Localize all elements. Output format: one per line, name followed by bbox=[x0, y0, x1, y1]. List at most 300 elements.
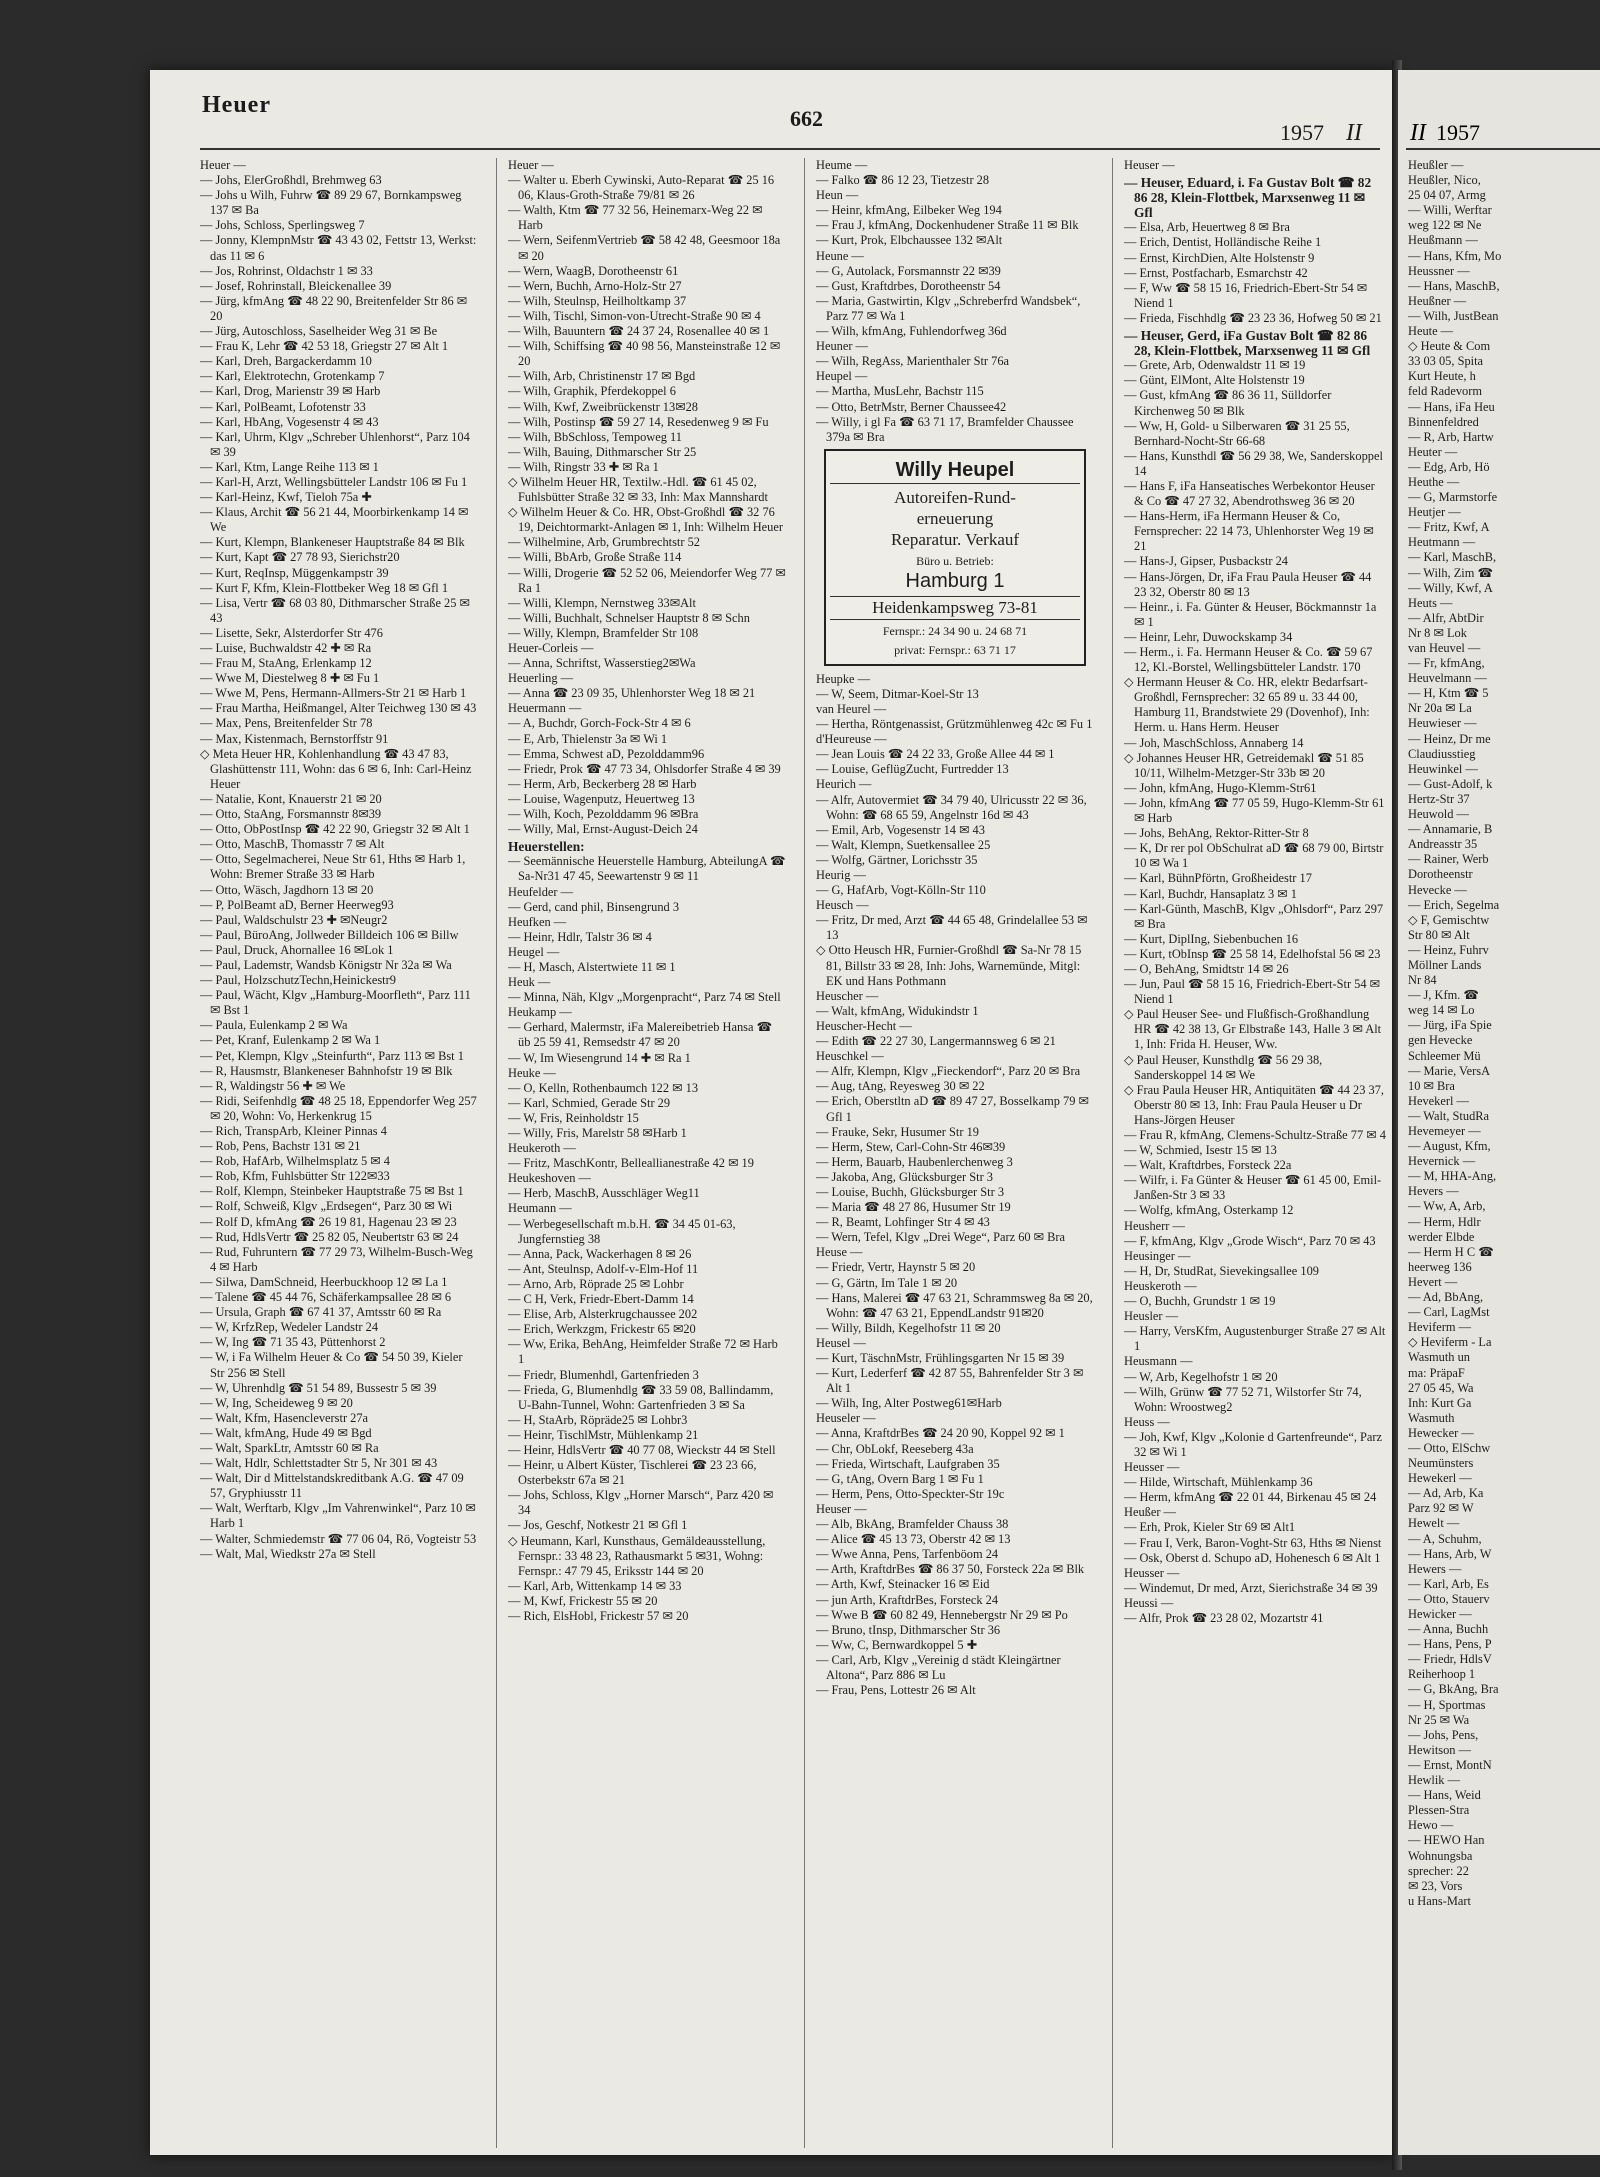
directory-entry: — Rob, HafArb, Wilhelmsplatz 5 ✉ 4 bbox=[200, 1154, 390, 1169]
directory-entry: — Alfr, Prok ☎ 23 28 02, Mozartstr 41 bbox=[1124, 1611, 1324, 1625]
directory-entry: — Erich, Werkzgm, Frickestr 65 ✉20 bbox=[508, 1322, 696, 1337]
directory-entry: Heume — bbox=[816, 158, 868, 172]
directory-entry: — Anna, Pack, Wackerhagen 8 ✉ 26 bbox=[508, 1246, 692, 1261]
directory-entry: Parz 92 ✉ W bbox=[1408, 1501, 1474, 1516]
facing-page-volume: II bbox=[1410, 120, 1426, 146]
directory-entry: — Karl, HbAng, Vogesenstr 4 ✉ 43 bbox=[200, 414, 379, 429]
directory-entry: — Walt, Mal, Wiedkstr 27a ✉ Stell bbox=[200, 1546, 376, 1561]
directory-entry: — Otto, ObPostInsp ☎ 42 22 90, Griegstr 32 ✉ Alt 1 bbox=[200, 822, 470, 837]
directory-entry: — Walt, Kraftdrbes, Forsteck 22a bbox=[1124, 1158, 1292, 1173]
directory-entry: Heurig — bbox=[816, 868, 866, 882]
directory-entry: — Hans, MaschB, bbox=[1408, 278, 1500, 293]
column-1 bbox=[200, 158, 478, 2148]
directory-entry: Hewelt — bbox=[1408, 1516, 1460, 1531]
directory-entry: — Willi, Drogerie ☎ 52 52 06, Meiendorfer Weg 77 ✉ Ra 1 bbox=[508, 565, 786, 595]
directory-entry: Heuts — bbox=[1408, 595, 1453, 610]
directory-entry: — Anna, KraftdrBes ☎ 24 20 90, Koppel 92 ✉ 1 bbox=[816, 1426, 1065, 1441]
directory-entry: — Willi, BbArb, Große Straße 114 bbox=[508, 550, 682, 565]
directory-entry: Hewers — bbox=[1408, 1561, 1462, 1576]
directory-entry: — R, Beamt, Lohfinger Str 4 ✉ 43 bbox=[816, 1215, 990, 1230]
directory-entry: — Wern, Tefel, Klgv „Drei Wege“, Parz 60 ✉ Bra bbox=[816, 1230, 1066, 1245]
directory-entry: — Talene ☎ 45 44 76, Schäferkampsallee 28 ✉ 6 bbox=[200, 1290, 452, 1305]
directory-entry: — Paul, Waldschulstr 23 ✚ ✉Neugr2 bbox=[200, 912, 388, 927]
directory-entry: — G, HafArb, Vogt-Kölln-Str 110 bbox=[816, 883, 986, 898]
directory-entry: — Walt, Hdlr, Schlettstadter Str 5, Nr 301 ✉ 43 bbox=[200, 1456, 438, 1471]
directory-entry: — Carl, Arb, Klgv „Vereinig d städt Kleingärtner Altona“, Parz 886 ✉ Lu bbox=[816, 1652, 1061, 1682]
directory-entry: ◇ Frau Paula Heuser HR, Antiquitäten ☎ 44 23 37, Oberstr 80 ✉ 13, Inh: Frau Paula Heuser u Dr Hans-Jörgen Heuser bbox=[1124, 1082, 1385, 1127]
directory-entry: — Karl-Heinz, Kwf, Tieloh 75a ✚ bbox=[200, 490, 372, 505]
directory-entry: — Falko ☎ 86 12 23, Tietzestr 28 bbox=[816, 173, 990, 188]
directory-entry: — Wilh, Steulnsp, Heilholtkamp 37 bbox=[508, 293, 687, 308]
directory-entry: — Louise, Buchh, Glücksburger Str 3 bbox=[816, 1184, 1005, 1199]
directory-entry: — G, BkAng, Bra bbox=[1408, 1682, 1499, 1697]
directory-entry: — Karl, BühnPförtn, Großheidestr 17 bbox=[1124, 871, 1312, 886]
directory-entry: Möllner Lands bbox=[1408, 957, 1482, 972]
directory-entry: — Otto, MaschB, Thomasstr 7 ✉ Alt bbox=[200, 837, 385, 852]
directory-entry: Heutmann — bbox=[1408, 535, 1476, 550]
directory-entry: ◇ Paul Heuser, Kunsthdlg ☎ 56 29 38, Sanderskoppel 14 ✉ We bbox=[1124, 1052, 1323, 1082]
column-3-top bbox=[816, 158, 1094, 445]
directory-entry: — Paul, Wächt, Klgv „Hamburg-Moorfleth“, Parz 111 ✉ Bst 1 bbox=[200, 988, 471, 1018]
directory-entry: Andreasstr 35 bbox=[1408, 837, 1478, 852]
directory-entry: — Frau J, kfmAng, Dockenhudener Straße 11 ✉ Blk bbox=[816, 218, 1079, 233]
directory-entry: — H, Sportmas bbox=[1408, 1697, 1486, 1712]
directory-entry: — A, Schuhm, bbox=[1408, 1531, 1482, 1546]
header-rule bbox=[200, 148, 1380, 150]
directory-entry: d'Heureuse — bbox=[816, 732, 887, 747]
directory-entry: Inh: Kurt Ga bbox=[1408, 1395, 1472, 1410]
directory-entry: Heuvelmann — bbox=[1408, 671, 1487, 686]
directory-entry: Heuer-Corleis — bbox=[508, 641, 594, 655]
directory-entry: ◇ Wilhelm Heuer & Co. HR, Obst-Großhdl ☎ 32 76 19, Deichtormarkt-Anlagen ✉ 1, Inh: Wilhelm Heuer bbox=[508, 505, 783, 535]
directory-entry: — Kurt, Kapt ☎ 27 78 93, Sierichstr20 bbox=[200, 550, 400, 565]
directory-entry: — Friedr, Vertr, Haynstr 5 ✉ 20 bbox=[816, 1260, 976, 1275]
directory-entry: ◇ Heumann, Karl, Kunsthaus, Gemäldeausstellung, Fernspr.: 33 48 23, Rathausmarkt 5 ✉31, Wohng: Fernspr.: 47 79 45, Eriksstr 144 ✉ 20 bbox=[508, 1533, 766, 1578]
directory-entry: — Hans, Arb, W bbox=[1408, 1546, 1492, 1561]
directory-entry: — Wilh, kfmAng, Fuhlendorfweg 36d bbox=[816, 324, 1007, 339]
directory-entry: — Alice ☎ 45 13 73, Oberstr 42 ✉ 13 bbox=[816, 1532, 1011, 1547]
directory-entry: — Hans-J, Gipser, Pusbackstr 24 bbox=[1124, 554, 1289, 569]
directory-entry: — Annamarie, B bbox=[1408, 822, 1493, 837]
directory-entry: — Josef, Rohrinstall, Bleickenallee 39 bbox=[200, 278, 392, 293]
directory-entry: — Otto, Segelmacherei, Neue Str 61, Hths ✉ Harb 1, Wohn: Bremer Straße 33 ✉ Harb bbox=[200, 852, 466, 882]
directory-entry: — Wwe M, Pens, Hermann-Allmers-Str 21 ✉ Harb 1 bbox=[200, 686, 467, 701]
directory-entry: — Minna, Näh, Klgv „Morgenpracht“, Parz 74 ✉ Stell bbox=[508, 990, 781, 1005]
directory-entry: Heusmann — bbox=[1124, 1354, 1193, 1369]
directory-entry: — Rich, TranspArb, Kleiner Pinnas 4 bbox=[200, 1124, 387, 1138]
directory-entry: — Wilh, Koch, Pezolddamm 96 ✉Bra bbox=[508, 807, 699, 822]
directory-entry: — W, KrfzRep, Wedeler Landstr 24 bbox=[200, 1320, 379, 1335]
directory-entry: — Kurt, TäschnMstr, Frühlingsgarten Nr 15 ✉ 39 bbox=[816, 1351, 1065, 1365]
directory-entry: — Karl-Günth, MaschB, Klgv „Ohlsdorf“, Parz 297 ✉ Bra bbox=[1124, 901, 1384, 931]
directory-entry: — Wilh, JustBean bbox=[1408, 308, 1499, 323]
directory-entry: — Otto, ElSchw bbox=[1408, 1440, 1491, 1455]
directory-entry: — Walth, Ktm ☎ 77 32 56, Heinemarx-Weg 22 ✉ Harb bbox=[508, 203, 763, 233]
directory-entry: — Ant, Steulnsp, Adolf-v-Elm-Hof 11 bbox=[508, 1261, 699, 1276]
directory-entry: — Jos, Geschf, Notkestr 21 ✉ Gfl 1 bbox=[508, 1518, 688, 1533]
directory-entry: — Ad, Arb, Ka bbox=[1408, 1486, 1484, 1501]
column-divider bbox=[1112, 158, 1113, 2148]
directory-entry: Heuwinkel — bbox=[1408, 761, 1478, 776]
directory-entry: — Hans-Jörgen, Dr, iFa Frau Paula Heuser ☎ 44 23 32, Oberstr 80 ✉ 13 bbox=[1124, 569, 1372, 599]
directory-entry: — Heinr, kfmAng, Eilbeker Weg 194 bbox=[816, 203, 1002, 218]
directory-entry: — Alb, BkAng, Bramfelder Chauss 38 bbox=[816, 1517, 1009, 1532]
directory-entry: Heufken — bbox=[508, 914, 567, 929]
directory-entry: — Anna ☎ 23 09 35, Uhlenhorster Weg 18 ✉ 21 bbox=[508, 686, 756, 701]
directory-entry: — Walt, Kfm, Hasencleverstr 27a bbox=[200, 1410, 369, 1425]
directory-entry: Heuk — bbox=[508, 975, 551, 990]
directory-entry: ◇ Heviferm - La bbox=[1408, 1335, 1492, 1350]
directory-entry: — Lisa, Vertr ☎ 68 03 80, Dithmarscher Straße 25 ✉ 43 bbox=[200, 595, 470, 625]
directory-entry: Heusler — bbox=[1124, 1309, 1179, 1324]
directory-entry: — Paul, BüroAng, Jollweder Billdeich 106 ✉ Billw bbox=[200, 927, 459, 942]
directory-entry: — Kurt, ReqInsp, Müggenkampstr 39 bbox=[200, 565, 389, 580]
directory-entry: Heutjer — bbox=[1408, 505, 1461, 520]
directory-entry: — John, kfmAng, Hugo-Klemm-Str61 bbox=[1124, 780, 1317, 795]
directory-entry: — Ursula, Graph ☎ 67 41 37, Amtsstr 60 ✉ Ra bbox=[200, 1305, 442, 1320]
directory-entry: Heupel — bbox=[816, 369, 868, 384]
directory-entry: — Hilde, Wirtschaft, Mühlenkamp 36 bbox=[1124, 1475, 1313, 1490]
directory-entry: — Hans, Pens, P bbox=[1408, 1637, 1492, 1652]
directory-entry: Heviferm — bbox=[1408, 1320, 1471, 1335]
directory-entry: Hevecke — bbox=[1408, 882, 1467, 897]
directory-entry: — M, Kwf, Frickestr 55 ✉ 20 bbox=[508, 1593, 658, 1608]
directory-entry: — Frau M, StaAng, Erlenkamp 12 bbox=[200, 656, 372, 671]
directory-entry: — A, Buchdr, Gorch-Fock-Str 4 ✉ 6 bbox=[508, 716, 691, 731]
directory-entry: 25 04 07, Armg bbox=[1408, 188, 1486, 203]
column-3 bbox=[816, 158, 1094, 2148]
directory-entry: — Pet, Klempn, Klgv „Steinfurth“, Parz 113 ✉ Bst 1 bbox=[200, 1048, 464, 1063]
directory-entry: — Frieda, Fischhdlg ☎ 23 23 36, Hofweg 50 ✉ 21 bbox=[1124, 310, 1382, 325]
directory-entry: — Wilh, Postinsp ☎ 59 27 14, Resedenweg 9 ✉ Fu bbox=[508, 414, 769, 429]
directory-entry: — Wilh, Ing, Alter Postweg61✉Harb bbox=[816, 1396, 1002, 1411]
directory-entry: — Rolf, Klempn, Steinbeker Hauptstraße 75 ✉ Bst 1 bbox=[200, 1184, 464, 1199]
directory-entry: — Wilfr, i. Fa Günter & Heuser ☎ 61 45 00, Emil-Janßen-Str 3 ✉ 33 bbox=[1124, 1173, 1382, 1203]
directory-entry: — Heinr., i. Fa. Günter & Heuser, Böckmannstr 1a ✉ 1 bbox=[1124, 599, 1377, 629]
directory-entry: ◇ Otto Heusch HR, Furnier-Großhdl ☎ Sa-Nr 78 15 81, Billstr 33 ✉ 28, Inh: Johs, Warnemünde, Mitgl: EK und Hans Pothmann bbox=[816, 943, 1082, 988]
directory-entry: Hertz-Str 37 bbox=[1408, 791, 1470, 806]
directory-entry: Wasmuth un bbox=[1408, 1350, 1470, 1365]
directory-entry: Heuer — bbox=[200, 158, 246, 172]
directory-entry: — Karl, PolBeamt, Lofotenstr 33 bbox=[200, 399, 366, 414]
directory-entry: Heuwold — bbox=[1408, 807, 1469, 822]
directory-entry: — Otto, BetrMstr, Berner Chaussee42 bbox=[816, 399, 1007, 414]
directory-entry: — Elsa, Arb, Heuertweg 8 ✉ Bra bbox=[1124, 220, 1290, 235]
directory-entry: — Karl, Drog, Marienstr 39 ✉ Harb bbox=[200, 384, 381, 399]
directory-entry: Hewlik — bbox=[1408, 1773, 1460, 1788]
directory-entry: — Louise, GeflügZucht, Furtredder 13 bbox=[816, 762, 1009, 777]
directory-entry: 33 03 05, Spita bbox=[1408, 354, 1484, 369]
directory-entry: — Johs, Pens, bbox=[1408, 1727, 1479, 1742]
directory-entry: — Edg, Arb, Hö bbox=[1408, 459, 1490, 474]
directory-entry: Heuseler — bbox=[816, 1411, 876, 1426]
directory-entry: Heun — bbox=[816, 188, 859, 203]
directory-entry: — Wilh, Bauuntern ☎ 24 37 24, Rosenallee 40 ✉ 1 bbox=[508, 324, 770, 339]
directory-entry: — Wilh, Kwf, Zweibrückenstr 13✉28 bbox=[508, 399, 698, 414]
directory-entry: — Herm H C ☎ bbox=[1408, 1244, 1494, 1259]
ad-phone: Fernspr.: 24 34 90 u. 24 68 71 bbox=[882, 623, 1028, 638]
directory-entry: — Natalie, Kont, Knauerstr 21 ✉ 20 bbox=[200, 791, 382, 806]
directory-entry: — Erich, Segelma bbox=[1408, 897, 1500, 912]
directory-entry: ✉ 23, Vors bbox=[1408, 1878, 1463, 1893]
directory-entry: — Anna, Buchh bbox=[1408, 1622, 1489, 1637]
directory-entry: Heuermann — bbox=[508, 701, 582, 716]
directory-entry: — Frieda, Wirtschaft, Laufgraben 35 bbox=[816, 1456, 1000, 1471]
directory-entry: — Johs, ElerGroßhdl, Brehmweg 63 bbox=[200, 173, 382, 188]
directory-entry: — G, Gärtn, Im Tale 1 ✉ 20 bbox=[816, 1275, 958, 1290]
directory-entry: — Heinr, HdlsVertr ☎ 40 77 08, Wieckstr 44 ✉ Stell bbox=[508, 1442, 776, 1457]
directory-entry: — Karl, Dreh, Bargackerdamm 10 bbox=[200, 354, 372, 369]
page-volume: II bbox=[1346, 120, 1362, 146]
directory-entry: — Frau I, Verk, Baron-Voght-Str 63, Hths ✉ Nienst bbox=[1124, 1535, 1382, 1550]
directory-entry: — Ww, A, Arb, bbox=[1408, 1199, 1486, 1214]
directory-entry: Heuser — bbox=[816, 1501, 867, 1516]
directory-entry: heerweg 136 bbox=[1408, 1259, 1472, 1274]
directory-entry: — Karl-H, Arzt, Wellingsbütteler Landstr 106 ✉ Fu 1 bbox=[200, 474, 468, 489]
facing-page-column bbox=[1408, 158, 1600, 2148]
directory-entry: — Wwe Anna, Pens, Tarfenböom 24 bbox=[816, 1547, 999, 1562]
directory-entry: — Max, Pens, Breitenfelder Str 78 bbox=[200, 716, 373, 731]
directory-entry: — Friedr, Blumenhdl, Gartenfrieden 3 bbox=[508, 1367, 699, 1382]
directory-entry: — Kurt F, Kfm, Klein-Flottbeker Weg 18 ✉ Gfl 1 bbox=[200, 580, 449, 595]
directory-entry: — Walt, StudRa bbox=[1408, 1108, 1490, 1123]
directory-entry: werder Elbde bbox=[1408, 1229, 1475, 1244]
directory-entry: Hevers — bbox=[1408, 1184, 1459, 1199]
directory-entry: — Heinr, Lehr, Duwockskamp 34 bbox=[1124, 629, 1293, 644]
directory-entry: — Paul, HolzschutzTechn,Heinickestr9 bbox=[200, 973, 396, 988]
directory-entry: — Herm, Pens, Otto-Speckter-Str 19c bbox=[816, 1486, 1005, 1501]
directory-entry: — R, Hausmstr, Blankeneser Bahnhofstr 19 ✉ Blk bbox=[200, 1063, 453, 1078]
directory-entry: — Hans, Malerei ☎ 47 63 21, Schrammsweg 8a ✉ 20, Wohn: ☎ 47 63 21, EppendLandstr 91✉20 bbox=[816, 1290, 1093, 1320]
directory-entry: Nr 84 bbox=[1408, 973, 1437, 988]
directory-entry: — Karl, Elektrotechn, Grotenkamp 7 bbox=[200, 369, 385, 384]
directory-entry: ma: PräpaF bbox=[1408, 1365, 1465, 1380]
directory-entry: — O, Kelln, Rothenbaumch 122 ✉ 13 bbox=[508, 1080, 699, 1095]
directory-entry: Binnenfeldred bbox=[1408, 414, 1479, 429]
directory-entry: — Louise, Wagenputz, Heuertweg 13 bbox=[508, 791, 695, 806]
directory-entry: — Jonny, KlempnMstr ☎ 43 43 02, Fettstr 13, Werkst: das 11 ✉ 6 bbox=[200, 233, 477, 263]
directory-entry: — Arth, KraftdrBes ☎ 86 37 50, Forsteck 22a ✉ Blk bbox=[816, 1562, 1085, 1577]
directory-entry: — G, Autolack, Forsmannstr 22 ✉39 bbox=[816, 263, 1001, 278]
directory-entry: — Frauke, Sekr, Husumer Str 19 bbox=[816, 1124, 979, 1139]
directory-entry: sprecher: 22 bbox=[1408, 1863, 1469, 1878]
directory-entry: — John, kfmAng ☎ 77 05 59, Hugo-Klemm-Str 61 ✉ Harb bbox=[1124, 795, 1385, 826]
directory-entry: Heußer — bbox=[1124, 1505, 1176, 1520]
directory-entry: — G, Marmstorfe bbox=[1408, 490, 1498, 505]
directory-entry: — Wilh, BbSchloss, Tempoweg 11 bbox=[508, 429, 682, 444]
directory-entry: — Werbegesellschaft m.b.H. ☎ 34 45 01-63, Jungfernstieg 38 bbox=[508, 1216, 736, 1246]
directory-entry: Heußmann — bbox=[1408, 233, 1478, 248]
directory-entry: Wohnungsba bbox=[1408, 1848, 1473, 1863]
directory-entry: Heusser — bbox=[1124, 1565, 1180, 1580]
advertisement-box bbox=[824, 449, 1086, 666]
directory-entry: Plessen-Stra bbox=[1408, 1803, 1470, 1818]
directory-entry: Hewekerl — bbox=[1408, 1471, 1472, 1486]
directory-entry: — Jun, Paul ☎ 58 15 16, Friedrich-Ebert-Str 54 ✉ Niend 1 bbox=[1124, 977, 1381, 1007]
directory-entry: — August, Kfm, bbox=[1408, 1139, 1491, 1154]
directory-entry: — Erh, Prok, Kieler Str 69 ✉ Alt1 bbox=[1124, 1520, 1296, 1535]
directory-entry: — Max, Kistenmach, Bernstorffstr 91 bbox=[200, 731, 389, 746]
directory-entry: — W, Fris, Reinholdstr 15 bbox=[508, 1110, 639, 1125]
directory-entry: — Wilh, Bauing, Dithmarscher Str 25 bbox=[508, 444, 697, 459]
directory-entry: — Rainer, Werb bbox=[1408, 852, 1489, 867]
directory-entry: — Rob, Pens, Bachstr 131 ✉ 21 bbox=[200, 1139, 361, 1154]
directory-entry: — Gerhard, Malermstr, iFa Malereibetrieb Hansa ☎ üb 25 59 41, Remsedstr 47 ✉ 20 bbox=[508, 1020, 773, 1050]
directory-entry: — Willi, Klempn, Nernstweg 33✉Alt bbox=[508, 595, 696, 610]
directory-entry: — Herm, Hdlr bbox=[1408, 1214, 1481, 1229]
directory-entry: — Joh, MaschSchloss, Annaberg 14 bbox=[1124, 735, 1304, 750]
directory-entry: — Heinz, Dr me bbox=[1408, 731, 1491, 746]
directory-entry: ◇ Paul Heuser See- und Flußfisch-Großhandlung HR ☎ 42 38 13, Gr Elbstraße 143, Halle 3 ✉ Alt 1, Inh: Frida H. Heuser, Ww. bbox=[1124, 1007, 1382, 1052]
directory-entry: — Arth, Kwf, Steinacker 16 ✉ Eid bbox=[816, 1577, 990, 1592]
directory-entry: — W, Uhrenhdlg ☎ 51 54 89, Bussestr 5 ✉ 39 bbox=[200, 1380, 437, 1395]
directory-entry: — Wilh, Graphik, Pferdekoppel 6 bbox=[508, 384, 676, 399]
directory-entry: — Arno, Arb, Röprade 25 ✉ Lohbr bbox=[508, 1276, 684, 1291]
directory-entry: — Erich, Dentist, Holländische Reihe 1 bbox=[1124, 235, 1322, 250]
directory-entry: — Karl, MaschB, bbox=[1408, 550, 1497, 565]
directory-entry: — Wern, WaagB, Dorotheenstr 61 bbox=[508, 263, 679, 278]
column-divider bbox=[496, 158, 497, 2148]
directory-entry: Heute — bbox=[1408, 324, 1454, 339]
directory-entry: Heussner — bbox=[1408, 263, 1470, 278]
directory-entry: — Jürg, iFa Spie bbox=[1408, 1018, 1492, 1033]
directory-entry: — Paula, Eulenkamp 2 ✉ Wa bbox=[200, 1018, 348, 1033]
directory-entry: ◇ Johannes Heuser HR, Getreidemakl ☎ 51 85 10/11, Wilhelm-Metzger-Str 33b ✉ 20 bbox=[1124, 750, 1364, 780]
directory-entry: Hevekerl — bbox=[1408, 1093, 1469, 1108]
directory-entry: — Anna, Schriftst, Wasserstieg2✉Wa bbox=[508, 656, 696, 671]
directory-entry: — Paul, Druck, Ahornallee 16 ✉Lok 1 bbox=[200, 942, 394, 957]
directory-entry: — Willi, Buchhalt, Schnelser Hauptstr 8 ✉ Schn bbox=[508, 610, 750, 625]
directory-entry: ◇ F, Gemischtw bbox=[1408, 912, 1490, 927]
directory-entry: — HEWO Han bbox=[1408, 1833, 1485, 1848]
directory-entry: u Hans-Mart bbox=[1408, 1893, 1471, 1908]
column-4 bbox=[1124, 158, 1386, 2148]
directory-entry: — C H, Verk, Friedr-Ebert-Damm 14 bbox=[508, 1292, 694, 1307]
directory-entry: — Kurt, tObInsp ☎ 25 58 14, Edelhofstal 56 ✉ 23 bbox=[1124, 946, 1381, 961]
directory-entry: — Erich, Oberstltn aD ☎ 89 47 27, Bosselkamp 79 ✉ Gfl 1 bbox=[816, 1094, 1089, 1124]
directory-entry: — Friedr, HdlsV bbox=[1408, 1652, 1492, 1667]
directory-entry: — Pet, Kranf, Eulenkamp 2 ✉ Wa 1 bbox=[200, 1033, 381, 1048]
directory-entry: Reiherhoop 1 bbox=[1408, 1667, 1476, 1682]
directory-entry: Heußner — bbox=[1408, 293, 1467, 308]
directory-entry: — Gust-Adolf, k bbox=[1408, 776, 1493, 791]
directory-entry: — Herb, MaschB, Ausschläger Weg11 bbox=[508, 1186, 700, 1201]
directory-entry: Heussi — bbox=[1124, 1595, 1174, 1610]
directory-entry: — Alfr, Klempn, Klgv „Fieckendorf“, Parz 20 ✉ Bra bbox=[816, 1064, 1081, 1079]
directory-entry: ◇ Hermann Heuser & Co. HR, elektr Bedarfsart-Großhdl, Fernsprecher: 32 65 89 u. 33 44 00, Hamburg 11, Brandstwiete 29 (Dovenhof), Inh: Herm. u. Hans Herm. Heuser bbox=[1124, 675, 1370, 735]
directory-heading: — Heuser, Gerd, iFa Gustav Bolt ☎ 82 86 28, Klein-Flottbek, Marxsenweg 11 ✉ Gfl bbox=[1124, 328, 1371, 359]
ad-line: Autoreifen-Rund- bbox=[894, 487, 1016, 507]
directory-entry: — G, tAng, Overn Barg 1 ✉ Fu 1 bbox=[816, 1471, 984, 1486]
directory-entry: — Willy, Bildh, Kegelhofstr 11 ✉ 20 bbox=[816, 1320, 1001, 1335]
directory-entry: Heuer — bbox=[508, 158, 554, 172]
directory-entry: Heumann — bbox=[508, 1201, 572, 1216]
directory-entry: — Carl, LagMst bbox=[1408, 1305, 1490, 1320]
directory-entry: — Otto, Wäsch, Jagdhorn 13 ✉ 20 bbox=[200, 882, 374, 897]
directory-entry: ◇ Heute & Com bbox=[1408, 339, 1491, 354]
directory-entry: Hewicker — bbox=[1408, 1607, 1472, 1621]
directory-entry: — R, Arb, Hartw bbox=[1408, 429, 1494, 444]
directory-entry: — Frau, Pens, Lottestr 26 ✉ Alt bbox=[816, 1683, 976, 1698]
directory-entry: — Karl, Arb, Wittenkamp 14 ✉ 33 bbox=[508, 1578, 682, 1593]
directory-entry: Hewitson — bbox=[1408, 1742, 1471, 1757]
directory-entry: — Maria ☎ 48 27 86, Husumer Str 19 bbox=[816, 1200, 1011, 1215]
directory-entry: — Wilh, Grünw ☎ 77 52 71, Wilstorfer Str 74, Wohn: Wroostweg2 bbox=[1124, 1384, 1362, 1414]
directory-entry: Schleemer Mü bbox=[1408, 1048, 1481, 1063]
directory-entry: — Heinr, u Albert Küster, Tischlerei ☎ 23 23 66, Osterbekstr 67a ✉ 21 bbox=[508, 1458, 757, 1488]
directory-entry: Heuner — bbox=[816, 339, 868, 354]
directory-entry: — H, Dr, StudRat, Sievekingsallee 109 bbox=[1124, 1263, 1319, 1278]
directory-entry: — Edith ☎ 22 27 30, Langermannsweg 6 ✉ 21 bbox=[816, 1034, 1056, 1049]
directory-entry: — Rich, ElsHobl, Frickestr 57 ✉ 20 bbox=[508, 1609, 689, 1623]
directory-heading: Heuerstellen: bbox=[508, 839, 585, 855]
directory-entry: — F, Ww ☎ 58 15 16, Friedrich-Ebert-Str 54 ✉ Niend 1 bbox=[1124, 280, 1368, 310]
directory-entry: — Wolfg, Gärtner, Lorichsstr 35 bbox=[816, 852, 978, 867]
directory-entry: — Ad, BbAng, bbox=[1408, 1290, 1484, 1305]
directory-entry: — Willy, Fris, Marelstr 58 ✉Harb 1 bbox=[508, 1126, 687, 1140]
directory-entry: — Walt, Dir d Mittelstandskreditbank A.G. ☎ 47 09 57, Gryphiusstr 11 bbox=[200, 1471, 464, 1501]
directory-entry: — Osk, Oberst d. Schupo aD, Hohenesch 6 ✉ Alt 1 bbox=[1124, 1550, 1381, 1565]
directory-entry: — Paul, Lademstr, Wandsb Königstr Nr 32a ✉ Wa bbox=[200, 957, 452, 972]
directory-entry: — Heinr, TischlMstr, Mühlenkamp 21 bbox=[508, 1427, 699, 1442]
directory-entry: — Kurt, Lederferf ☎ 42 87 55, Bahrenfelder Str 3 ✉ Alt 1 bbox=[816, 1366, 1084, 1396]
page-year: 1957 bbox=[1280, 120, 1324, 145]
directory-entry: — Hans, iFa Heu bbox=[1408, 399, 1495, 414]
directory-entry: — Kurt, Klempn, Blankeneser Hauptstraße 84 ✉ Blk bbox=[200, 535, 465, 550]
directory-entry: Heuscher — bbox=[816, 988, 879, 1003]
directory-entry: Heusel — bbox=[816, 1335, 866, 1350]
directory-entry: — E, Arb, Thielenstr 3a ✉ Wi 1 bbox=[508, 731, 668, 746]
directory-entry: Heufelder — bbox=[508, 884, 574, 899]
directory-entry: — W, Im Wiesengrund 14 ✚ ✉ Ra 1 bbox=[508, 1050, 691, 1065]
directory-entry: — Gust, Kraftdrbes, Dorotheenstr 54 bbox=[816, 278, 1001, 293]
directory-entry: — Rud, Fuhruntern ☎ 77 29 73, Wilhelm-Busch-Weg 4 ✉ Harb bbox=[200, 1244, 473, 1274]
directory-entry: — Wilh, Tischl, Simon-von-Utrecht-Straße 90 ✉ 4 bbox=[508, 308, 761, 323]
directory-entry: — Jürg, Autoschloss, Saselheider Weg 31 ✉ Be bbox=[200, 324, 438, 339]
directory-entry: — Karl, Uhrm, Klgv „Schreber Uhlenhorst“, Parz 104 ✉ 39 bbox=[200, 429, 470, 459]
directory-entry: Heuwieser — bbox=[1408, 716, 1477, 731]
directory-entry: — Jakoba, Ang, Glücksburger Str 3 bbox=[816, 1169, 994, 1184]
directory-entry: — W, Arb, Kegelhofstr 1 ✉ 20 bbox=[1124, 1369, 1278, 1384]
directory-entry: — P, PolBeamt aD, Berner Heerweg93 bbox=[200, 897, 394, 912]
directory-entry: — Walt, Klempn, Suetkensallee 25 bbox=[816, 837, 991, 852]
directory-entry: — H, StaArb, Röpräde25 ✉ Lohbr3 bbox=[508, 1412, 688, 1427]
ad-phone-private: privat: Fernspr.: 63 71 17 bbox=[894, 642, 1016, 657]
directory-entry: — Hans, Kunsthdl ☎ 56 29 38, We, Sanderskoppel 14 bbox=[1124, 448, 1383, 478]
directory-entry: — Heinr, Hdlr, Talstr 36 ✉ 4 bbox=[508, 929, 652, 944]
directory-entry: — Wilh, Zim ☎ bbox=[1408, 565, 1493, 580]
directory-entry: feld Radevorm bbox=[1408, 384, 1482, 399]
directory-entry: — Wern, Buchh, Arno-Holz-Str 27 bbox=[508, 278, 682, 293]
directory-entry: — Willy, Mal, Ernst-August-Deich 24 bbox=[508, 822, 698, 837]
directory-entry: — Karl, Arb, Es bbox=[1408, 1576, 1489, 1591]
directory-entry: — H, Masch, Alstertwiete 11 ✉ 1 bbox=[508, 959, 676, 974]
directory-entry: — R, Waldingstr 56 ✚ ✉ We bbox=[200, 1078, 346, 1093]
directory-entry: — F, kfmAng, Klgv „Grode Wisch“, Parz 70 ✉ 43 bbox=[1124, 1233, 1376, 1248]
directory-entry: — jun Arth, KraftdrBes, Forsteck 24 bbox=[816, 1592, 999, 1607]
directory-entry: — Ernst, Postfacharb, Esmarchstr 42 bbox=[1124, 265, 1308, 280]
directory-entry: — O, BehAng, Smidtstr 14 ✉ 26 bbox=[1124, 961, 1289, 976]
directory-entry: — Heinz, Fuhrv bbox=[1408, 942, 1489, 957]
directory-entry: Nr 8 ✉ Lok bbox=[1408, 625, 1467, 640]
directory-entry: — Johs, Schloss, Sperlingsweg 7 bbox=[200, 218, 365, 233]
directory-entry: — Jürg, kfmAng ☎ 48 22 90, Breitenfelder Str 86 ✉ 20 bbox=[200, 293, 468, 323]
directory-entry: — Seemännische Heuerstelle Hamburg, AbteilungA ☎ Sa-Nr31 47 45, Seewartenstr 9 ✉ 11 bbox=[508, 854, 786, 884]
directory-entry: — Wilhelmine, Arb, Grumbrechtstr 52 bbox=[508, 535, 700, 550]
directory-entry: Heune — bbox=[816, 248, 864, 263]
directory-entry: — W, Schmied, Isestr 15 ✉ 13 bbox=[1124, 1143, 1277, 1158]
directory-entry: Heuschkel — bbox=[816, 1049, 884, 1064]
